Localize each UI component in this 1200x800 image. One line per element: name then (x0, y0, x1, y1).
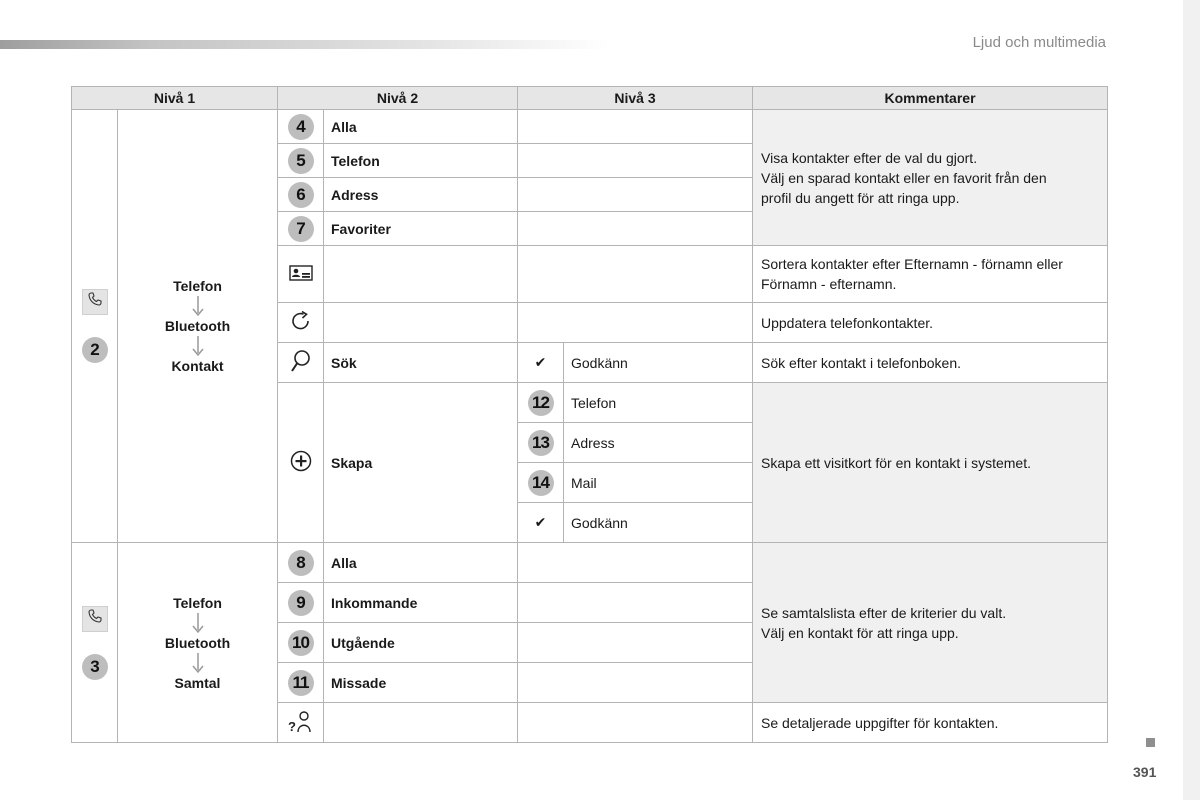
comment-sort: Sortera kontakter efter Efternamn - förnamn eller Förnamn - efternamn. (753, 246, 1108, 303)
arrow-down-icon (188, 295, 208, 317)
level1-phone-contacts (72, 110, 118, 543)
comment-details: Se detaljerade uppgifter för kontakten. (753, 703, 1108, 743)
add-circle-icon[interactable] (278, 383, 324, 543)
arrow-down-icon (188, 335, 208, 357)
checkmark-icon[interactable]: ✔ (518, 343, 564, 383)
header-niva-2: Nivå 2 (278, 87, 518, 110)
comment-show-contacts: Visa kontakter efter de val du gjort. Välj en sparad kontakt eller en favorit från den profil du angett för att ringa upp. (753, 110, 1108, 246)
step-badge-11: 11 (288, 670, 314, 696)
path-kontakt: Kontakt (171, 358, 224, 374)
menu-item-adress[interactable]: Adress (324, 178, 518, 212)
menu-structure-table (71, 86, 1108, 743)
step-badge-9: 9 (288, 590, 314, 616)
submenu-mail[interactable]: Mail (564, 463, 753, 503)
menu-item-alla[interactable]: Alla (324, 110, 518, 144)
comment-search: Sök efter kontakt i telefonboken. (753, 343, 1108, 383)
step-badge-8: 8 (288, 550, 314, 576)
header-decor-bar (0, 40, 610, 49)
section-title: Ljud och multimedia (972, 34, 1106, 51)
contact-card-icon[interactable] (278, 246, 324, 303)
level1-path-calls (118, 543, 278, 743)
path-samtal: Samtal (174, 674, 221, 691)
step-badge-7: 7 (288, 216, 314, 242)
header-niva-1: Nivå 1 (72, 87, 278, 110)
search-icon[interactable] (278, 343, 324, 383)
header-kommentarer: Kommentarer (753, 87, 1108, 110)
step-badge-12: 12 (528, 390, 554, 416)
menu-item-alla[interactable]: Alla (324, 543, 518, 583)
level1-phone-calls (72, 543, 118, 743)
comment-create: Skapa ett visitkort för en kontakt i systemet. (753, 383, 1108, 543)
step-badge-14: 14 (528, 470, 554, 496)
step-badge-6: 6 (288, 182, 314, 208)
menu-item-sok[interactable]: Sök (324, 343, 518, 383)
menu-item-utgaende[interactable]: Utgående (324, 623, 518, 663)
refresh-icon[interactable] (278, 303, 324, 343)
level1-path-contacts (118, 110, 278, 543)
contact-details-icon[interactable] (278, 703, 324, 743)
page-marker (1146, 738, 1155, 747)
arrow-down-icon (188, 612, 208, 634)
comment-call-list: Se samtalslista efter de kriterier du valt. Välj en kontakt för att ringa upp. (753, 543, 1108, 703)
comment-update: Uppdatera telefonkontakter. (753, 303, 1108, 343)
step-badge-2: 2 (82, 337, 108, 363)
checkmark-icon[interactable]: ✔ (518, 503, 564, 543)
step-badge-10: 10 (288, 630, 314, 656)
page-edge-strip (1183, 0, 1200, 800)
phone-icon (82, 289, 108, 315)
submenu-godkann[interactable]: Godkänn (564, 343, 753, 383)
menu-item-inkommande[interactable]: Inkommande (324, 583, 518, 623)
menu-item-missade[interactable]: Missade (324, 663, 518, 703)
step-badge-5: 5 (288, 148, 314, 174)
submenu-adress[interactable]: Adress (564, 423, 753, 463)
step-badge-13: 13 (528, 430, 554, 456)
path-bluetooth: Bluetooth (164, 318, 231, 334)
path-telefon: Telefon (173, 594, 222, 611)
menu-item-skapa[interactable]: Skapa (324, 383, 518, 543)
step-badge-4: 4 (288, 114, 314, 140)
path-telefon: Telefon (173, 278, 222, 294)
menu-item-telefon[interactable]: Telefon (324, 144, 518, 178)
arrow-down-icon (188, 652, 208, 674)
submenu-telefon[interactable]: Telefon (564, 383, 753, 423)
header-niva-3: Nivå 3 (518, 87, 753, 110)
submenu-godkann[interactable]: Godkänn (564, 503, 753, 543)
phone-icon (82, 606, 108, 632)
path-bluetooth: Bluetooth (164, 634, 231, 651)
page-number: 391 (1133, 764, 1157, 780)
step-badge-3: 3 (82, 654, 108, 680)
menu-item-favoriter[interactable]: Favoriter (324, 212, 518, 246)
svg-text:?: ? (287, 719, 296, 734)
